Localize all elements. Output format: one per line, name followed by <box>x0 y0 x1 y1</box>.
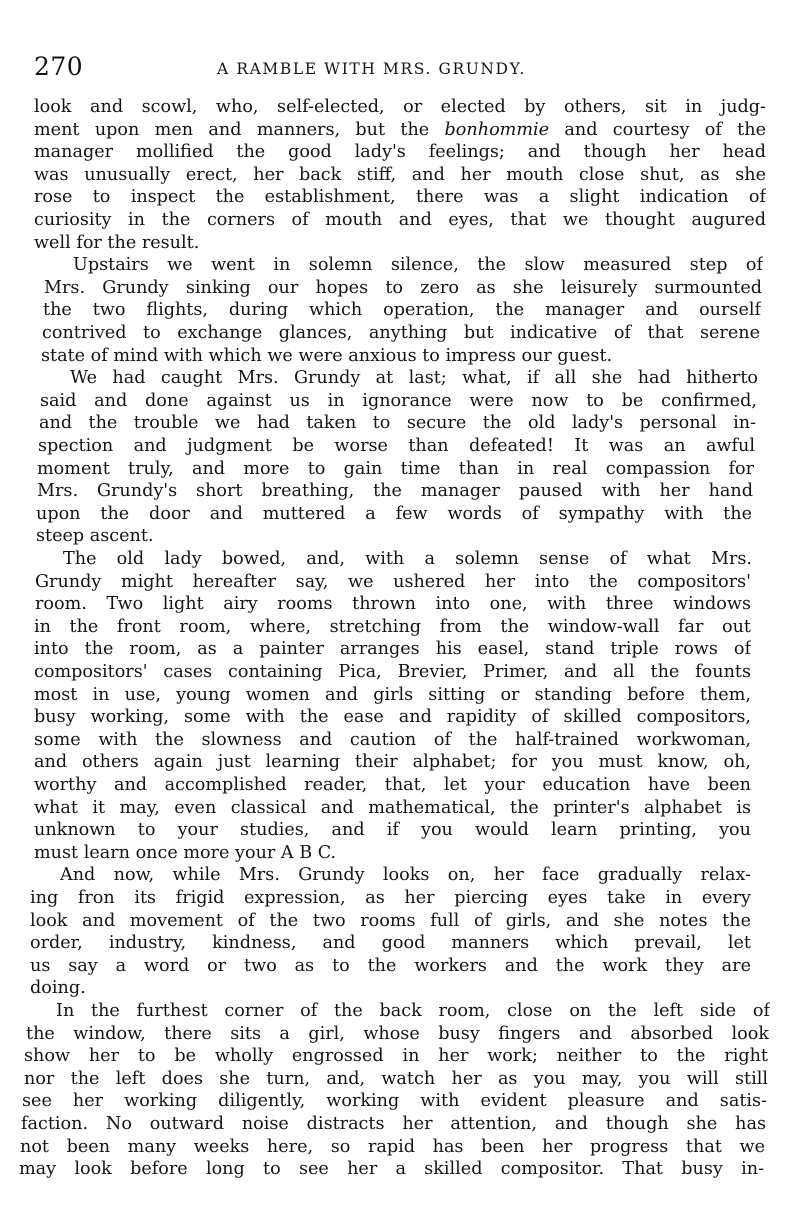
text-line: the two flights, during which operation, the manager and ourself <box>43 300 761 321</box>
running-head: A RAMBLE WITH MRS. GRUNDY. <box>217 60 526 78</box>
text-line: contrived to exchange glances, anything but indicative of that serene <box>42 323 760 343</box>
text-line: see her working diligently, working with evident pleasure and satis- <box>22 1091 767 1112</box>
text-line: nor the left does she turn, and, watch her as you may, you will still <box>24 1068 768 1089</box>
text-line: Grundy might hereafter say, we ushered her into the compositors' <box>35 571 751 592</box>
text-line: and the trouble we had taken to secure the old lady's personal in- <box>39 413 756 434</box>
text-line: look and scowl, who, self-elected, or elected by others, sit in judg- <box>34 97 766 117</box>
text-line: Mrs. Grundy's short breathing, the manager paused with her hand <box>37 481 753 502</box>
text-line: room. Two light airy rooms thrown into one, with three windows <box>35 594 751 615</box>
text-line: the window, there sits a girl, whose busy fingers and absorbed look <box>26 1023 769 1044</box>
text-line: ment upon men and manners, but the bonhommie and courtesy of the <box>34 119 766 140</box>
text-line: manager mollified the good lady's feelings; and though her head <box>34 142 766 163</box>
text-line: us say a word or two as to the workers and the work they are <box>30 955 751 976</box>
text-line: The old lady bowed, and, with a solemn sense of what Mrs. <box>63 549 752 569</box>
text-line: And now, while Mrs. Grundy looks on, her face gradually relax- <box>60 865 751 886</box>
text-line: We had caught Mrs. Grundy at last; what, if all she had hitherto <box>70 368 758 389</box>
text-line: may look before long to see her a skilled compositor. That busy in- <box>19 1159 764 1180</box>
italic-word: bonhommie <box>444 119 550 140</box>
text-line: spection and judgment be worse than defeated! It was an awful <box>38 436 755 456</box>
text-line: well for the result. <box>34 232 200 253</box>
text-line: must learn once more your A B C. <box>34 842 337 863</box>
text-line: ing fron its frigid expression, as her piercing eyes take in every <box>30 888 751 908</box>
text-line: curiosity in the corners of mouth and eyes, that we thought augured <box>34 210 766 230</box>
text-line: rose to inspect the establishment, there was a slight indication of <box>34 187 766 208</box>
text-line: show her to be wholly engrossed in her work; neither to the right <box>24 1046 768 1067</box>
text-line: Mrs. Grundy sinking our hopes to zero as she leisurely surmounted <box>44 277 762 298</box>
text-line: compositors' cases containing Pica, Brevier, Primer, and all the founts <box>34 662 751 682</box>
text-line: most in use, young women and girls sitting or standing before them, <box>34 684 751 705</box>
text-line: state of mind with which we were anxious to impress our guest. <box>41 345 613 366</box>
text-line: in the front room, where, stretching from the window-wall far out <box>34 616 751 637</box>
text-line: steep ascent. <box>36 526 154 547</box>
text-line: and others again just learning their alphabet; for you must know, oh, <box>34 752 751 773</box>
text-line: what it may, even classical and mathematical, the printer's alphabet is <box>34 797 751 818</box>
text-line: into the room, as a painter arranges his easel, stand triple rows of <box>34 639 751 660</box>
text-line: not been many weeks here, so rapid has been her progress that we <box>20 1136 765 1157</box>
text-line: order, industry, kindness, and good manners which prevail, let <box>30 933 751 954</box>
page-header <box>34 52 770 86</box>
text-line: doing. <box>30 978 86 999</box>
text-line: busy working, some with the ease and rapidity of skilled compositors, <box>34 707 751 728</box>
text-line: was unusually erect, her back stiff, and her mouth close shut, as she <box>34 164 766 185</box>
text-line: said and done against us in ignorance were now to be confirmed, <box>40 390 757 411</box>
text-line: faction. No outward noise distracts her attention, and though she has <box>21 1114 766 1134</box>
page-number: 270 <box>34 52 84 81</box>
text-line: In the furthest corner of the back room, close on the left side of <box>56 1001 770 1021</box>
text-line: worthy and accomplished reader, that, let your education have been <box>34 775 751 795</box>
text-line: unknown to your studies, and if you would learn printing, you <box>34 820 751 841</box>
text-line: Upstairs we went in solemn silence, the slow measured step of <box>73 255 763 276</box>
text-line: some with the slowness and caution of the half-trained workwoman, <box>34 729 751 750</box>
text-line: upon the door and muttered a few words of sympathy with the <box>36 503 752 524</box>
text-line: moment truly, and more to gain time than in real compassion for <box>37 458 754 479</box>
text-line: look and movement of the two rooms full of girls, and she notes the <box>30 910 751 931</box>
